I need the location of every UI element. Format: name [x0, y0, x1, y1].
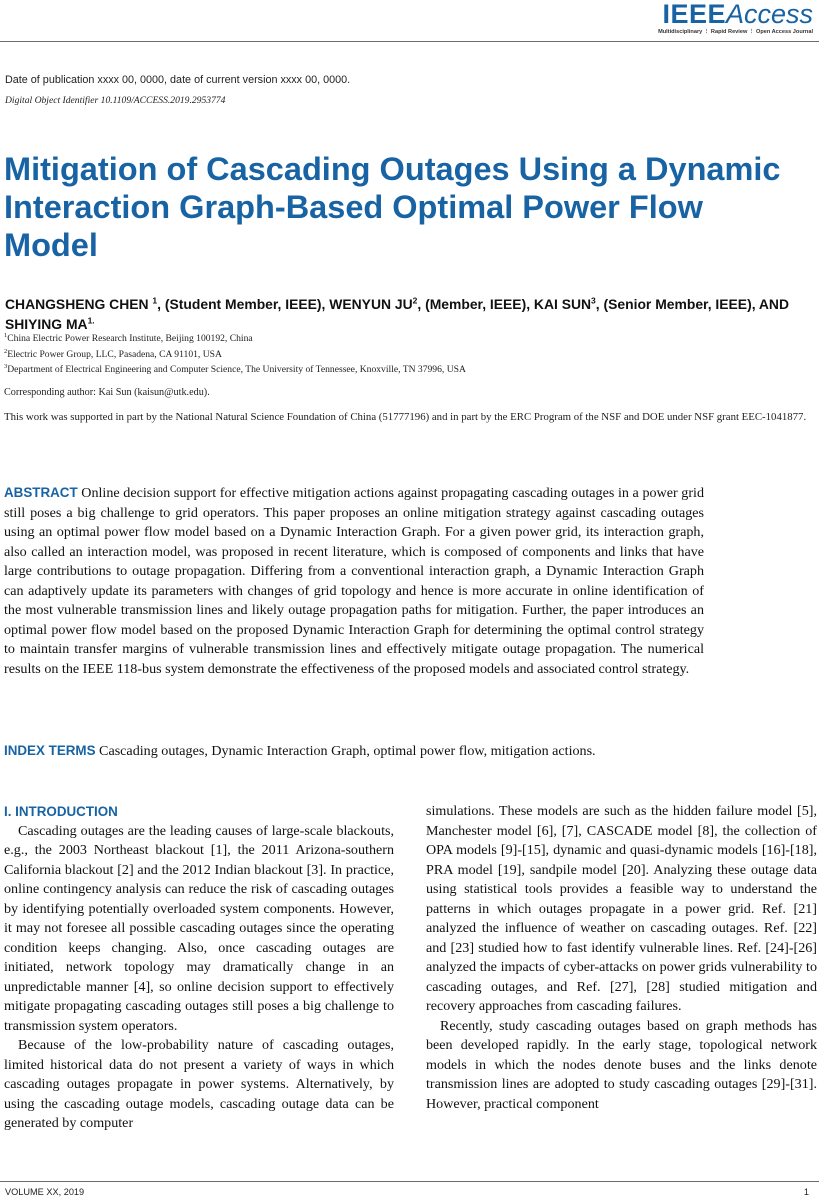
affiliation-3: $^3$Department of Electrical Engineering and Computer Science, The University of Tennessee, Knoxville, TN 37996, USA — [4, 362, 466, 375]
corresponding-author: Corresponding author: Kai Sun (kaisun@utk.edu). — [4, 387, 210, 398]
body-column-left — [4, 802, 394, 1134]
doi-line: Digital Object Identifier 10.1109/ACCESS.2019.2953774 — [5, 95, 226, 106]
paper-title: Mitigation of Cascading Outages Using a Dynamic Interaction Graph-Based Optimal Power Flow Model — [4, 151, 781, 263]
publication-date: Date of publication xxxx 00, 0000, date of current version xxxx 00, 0000. — [5, 74, 351, 86]
logo-tagline: Multidisciplinary ⋮ Rapid Review ⋮ Open Access Journal — [658, 29, 813, 35]
page-number: 1 — [803, 1187, 809, 1197]
abstract — [4, 483, 704, 679]
index-terms — [4, 741, 804, 762]
index-terms-text: Cascading outages, Dynamic Interaction Graph, optimal power flow, mitigation actions. — [95, 743, 596, 759]
header-divider — [0, 41, 819, 42]
body-paragraph: Because of the low-probability nature of cascading outages, limited historical data do not present a variety of ways in which cascading outages propagate in power systems. Alternatively, by using the cascading outage models, cascading outage data can be generated by computer — [4, 1037, 394, 1131]
body-paragraph: Recently, study cascading outages based on graph methods has been developed rapidly. In the early stage, topological network models in which the nodes denote buses and the links denote transmission lines are adopted to study cascading outages [29]-[31]. However, practical component — [426, 1017, 817, 1112]
logo-wordmark: IEEEAccess — [662, 0, 813, 29]
journal-logo — [633, 0, 813, 35]
body-paragraph: Cascading outages are the leading causes of large-scale blackouts, e.g., the 2003 Northeast blackout [1], the 2011 Arizona-southern California blackout [2] and the 2012 Indian blackout [3]. In practice, online contingency analysis can reduce the risk of cascading outages by identifying potentially overloaded system components. However, it may not foresee all possible cascading outages since the operating condition keeps changing. Also, once cascading outages are initiated, network topology may dramatically change in an unpredictable manner [4], so online decision support to effectively mitigate propagating cascading outages still poses a big challenge to transmission system operators. — [4, 822, 394, 1034]
abstract-text: Online decision support for effective mitigation actions against propagating cascading outages in a power grid still poses a big challenge to grid operators. This paper proposes an online mitigation strategy against cascading outages using an optimal power flow model based on a Dynamic Interaction Graph. For a given power grid, its interaction graph, also called an interaction model, was proposed in recent literature, which is composed of components and links that have large contributions to outage propagation. Differing from a conventional interaction graph, a Dynamic Interaction Graph can adaptively update its parameters with changes of grid topology and hence is more accurate in online identification of the most vulnerable transmission lines and likely outage propagation paths for mitigation. Further, the paper introduces an optimal power flow model based on the proposed Dynamic Interaction Graph for determining the optimal control strategy to maintain transfer margins of vulnerable transmission lines and effectively mitigate outage propagation. The numerical results on the IEEE 118-bus system demonstrate the effectiveness of the proposed models and associated control strategy. — [4, 485, 704, 677]
footer-divider — [0, 1181, 819, 1182]
body-paragraph: simulations. These models are such as the hidden failure model [5], Manchester model [6], [7], CASCADE model [8], the collection of OPA models [9]-[15], dynamic and quasi-dynamic models [16]-[18], PRA model [19], sandpile model [20]. Analyzing these outage data using statistical tools provides a feasible way to understand the patterns in which outages propagate in a power grid. Ref. [21] analyzed the influence of weather on cascading outages. Ref. [22] and [23] studied how to fast identify vulnerable lines. Ref. [24]-[26] analyzed the impacts of cyber-attacks on power grids vulnerability to cascading outages, and Ref. [27], [28] studied mitigation and recovery approaches from cascading failures. — [426, 803, 817, 1014]
footer-volume: VOLUME XX, 2019 — [5, 1187, 85, 1197]
author-list: CHANGSHENG CHEN $^1$, (Student Member, IEEE), WENYUN $JU^2$, (Member, IEEE), KAI SUN$^3$, (Senior Member, IEEE), AND SHIYING $MA^{1.}$ — [5, 295, 789, 332]
index-terms-label: INDEX TERMS — [4, 743, 96, 758]
funding-note: This work was supported in part by the National Natural Science Foundation of China (51777196) and in part by the ERC Program of the NSF and DOE under NSF grant EEC-1041877. — [4, 411, 807, 423]
body-column-right — [426, 802, 817, 1114]
affiliation-1: $^1$China Electric Power Research Institute, Beijing 100192, China — [4, 331, 253, 344]
abstract-label: ABSTRACT — [4, 485, 78, 500]
affiliation-2: $^2$Electric Power Group, LLC, Pasadena, CA 91101, USA — [4, 347, 222, 360]
section-heading: I. INTRODUCTION — [4, 804, 118, 819]
